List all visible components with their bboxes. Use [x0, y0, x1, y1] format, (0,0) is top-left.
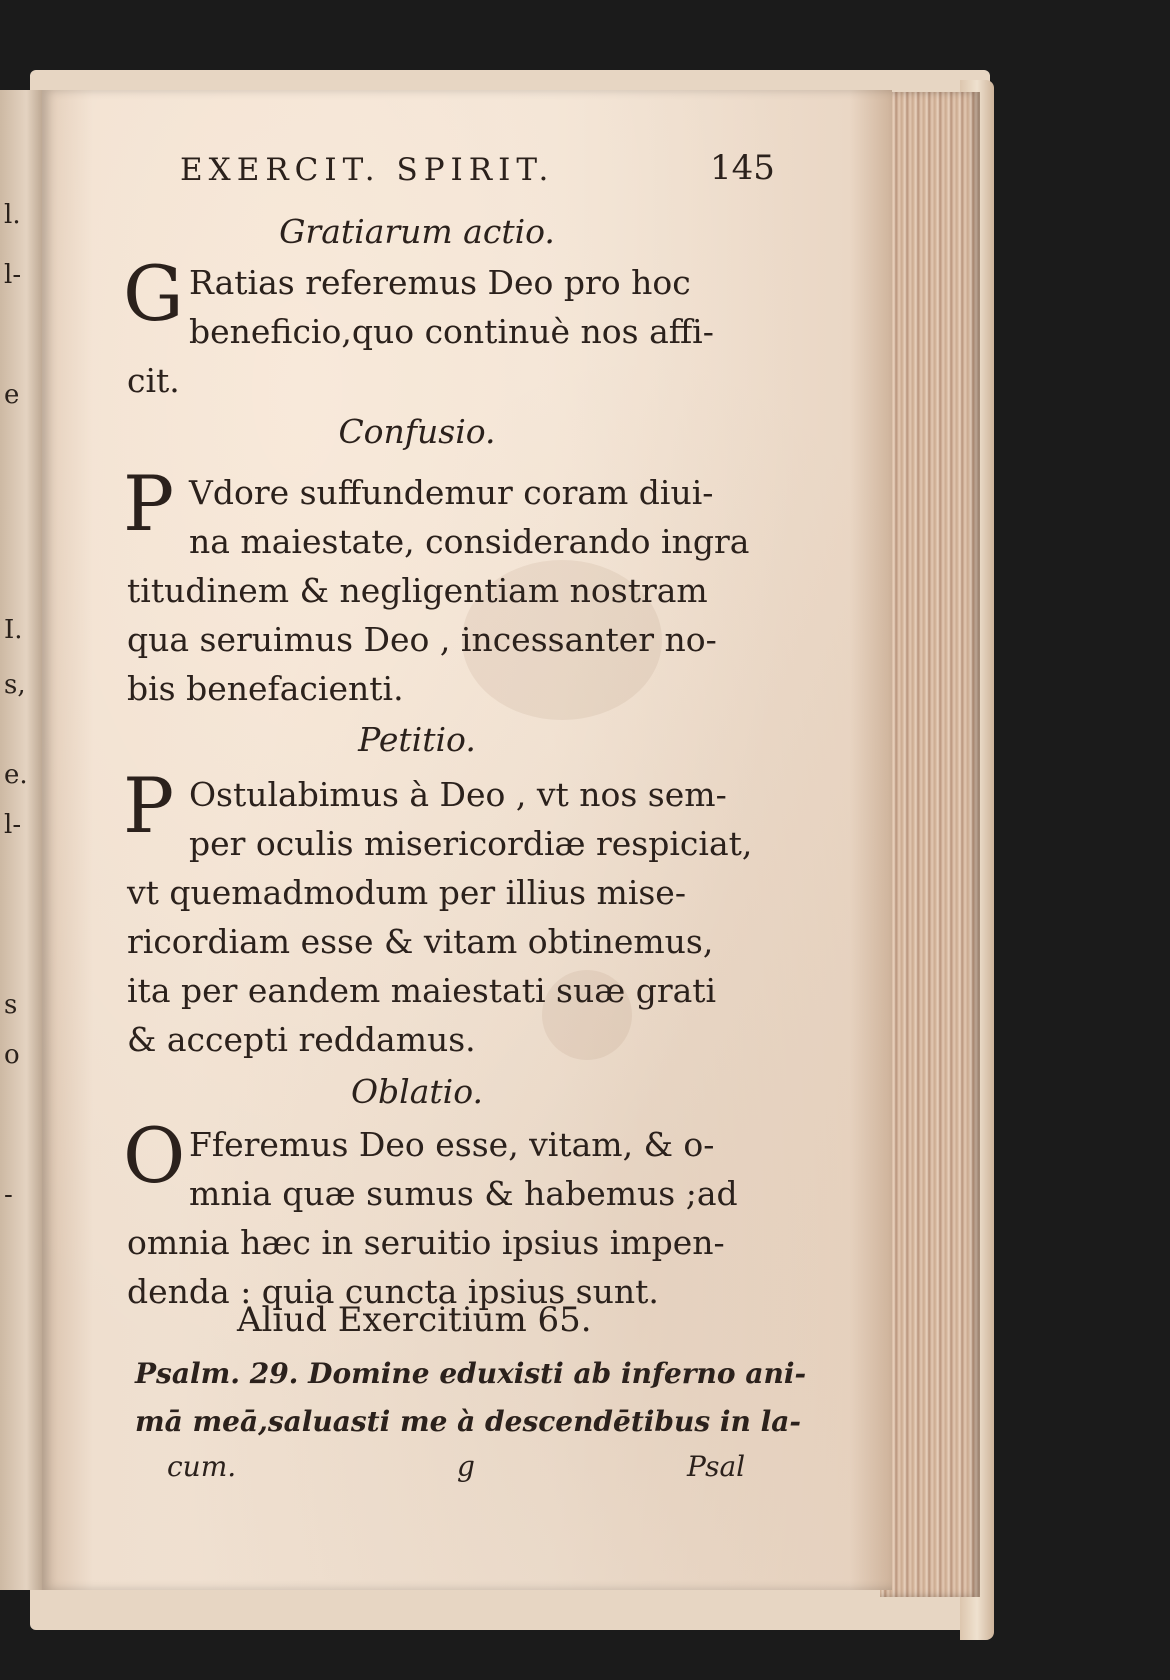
drop-capital: G — [123, 249, 184, 338]
section-heading: Petitio. — [358, 720, 476, 759]
psalm-line: Psalm. 29. Domine eduxisti ab inferno ani- — [135, 1357, 807, 1390]
exercise-title: Aliud Exercitium 65. — [237, 1300, 592, 1340]
left-margin-mark: I. — [4, 615, 23, 645]
page-number: 145 — [710, 148, 775, 188]
text-line: titudinem & negligentiam nostram — [127, 571, 708, 610]
paragraph — [123, 761, 787, 1064]
left-margin-mark: - — [4, 1180, 13, 1210]
text-line: beneficio,quo continuè nos affi- — [189, 312, 714, 351]
text-line: denda : quia cuncta ipsius sunt. — [127, 1272, 659, 1311]
left-margin-mark: e. — [4, 760, 28, 790]
text-line: Ratias referemus Deo pro hoc — [189, 263, 691, 302]
signature-mark: g — [457, 1450, 475, 1483]
left-facing-page — [0, 90, 44, 1590]
section-heading: Confusio. — [338, 412, 496, 451]
paragraph — [123, 1111, 787, 1316]
page-stack-edge — [880, 92, 980, 1597]
text-line: Ostulabimus à Deo , vt nos sem- — [189, 775, 727, 814]
drop-capital: P — [123, 459, 175, 548]
text-line: na maiestate, considerando ingra — [189, 522, 750, 561]
text-line: mnia quæ sumus & habemus ;ad — [189, 1174, 738, 1213]
left-margin-mark: o — [4, 1040, 20, 1070]
left-margin-mark: s, — [4, 670, 26, 700]
text-line: bis benefacienti. — [127, 669, 404, 708]
catchword-left: cum. — [167, 1450, 237, 1483]
paragraph — [123, 249, 787, 405]
text-line: vt quemadmodum per illius mise- — [127, 873, 686, 912]
text-line: Vdore suffundemur coram diui- — [189, 473, 714, 512]
left-margin-mark: l- — [4, 260, 22, 290]
text-line: per oculis misericordiæ respiciat, — [189, 824, 753, 863]
text-line: Fferemus Deo esse, vitam, & o- — [189, 1125, 715, 1164]
left-margin-mark: l- — [4, 810, 22, 840]
text-line: ricordiam esse & vitam obtinemus, — [127, 922, 714, 961]
text-line: qua seruimus Deo , incessanter no- — [127, 620, 717, 659]
paragraph — [123, 459, 787, 713]
text-line: ita per eandem maiestati suæ grati — [127, 971, 717, 1010]
running-head: EXERCIT. SPIRIT. — [180, 152, 555, 188]
drop-capital: P — [123, 761, 175, 850]
book-page — [42, 90, 892, 1590]
text-line: omnia hæc in seruitio ipsius impen- — [127, 1223, 725, 1262]
left-margin-mark: l. — [4, 200, 21, 230]
section-heading: Gratiarum actio. — [279, 212, 555, 251]
left-margin-mark: s — [4, 990, 18, 1020]
catchword-right: Psal — [687, 1450, 746, 1483]
section-heading: Oblatio. — [351, 1072, 483, 1111]
text-line: cit. — [127, 361, 180, 400]
psalm-line: mā meā,saluasti me à descendētibus in la- — [135, 1405, 801, 1438]
psalm-citation — [135, 1350, 807, 1446]
left-margin-mark: e — [4, 380, 20, 410]
drop-capital: O — [123, 1111, 186, 1200]
text-line: & accepti reddamus. — [127, 1020, 476, 1059]
